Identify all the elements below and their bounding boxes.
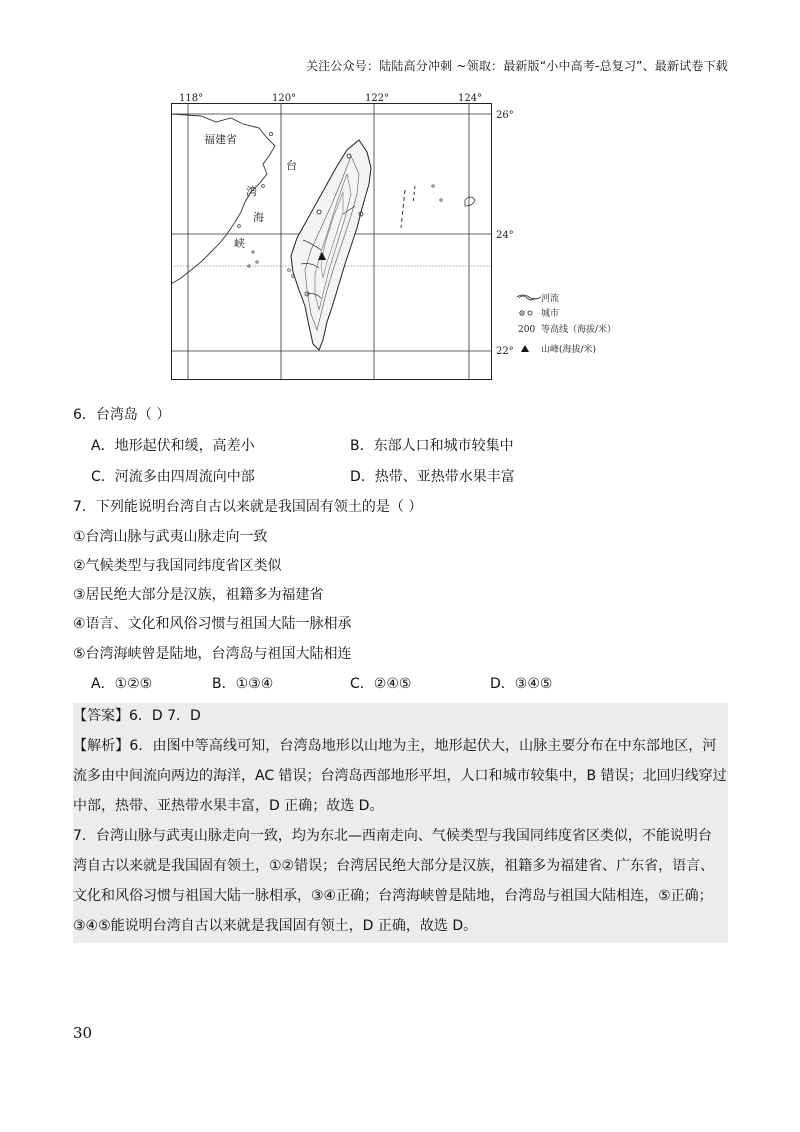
legend-svg — [517, 289, 637, 359]
analysis-line-7: ③④⑤能说明台湾自古以来就是我国固有领土，D 正确，故选 D。 — [73, 918, 478, 934]
page-header: 关注公众号：陆陆高分冲刺 ~领取：最新版“小中高考-总复习”、最新试卷下载 — [305, 59, 728, 73]
legend-contour: 等高线（海拔/米） — [541, 325, 617, 335]
lon-label-118: 118° — [179, 93, 204, 104]
island — [269, 132, 272, 135]
map-legend — [517, 289, 637, 359]
island — [256, 261, 258, 263]
legend-city: 城市 — [541, 309, 560, 319]
island — [432, 185, 434, 187]
q7-option-b: B．①③④ — [212, 676, 274, 692]
lat-label-26: 26° — [496, 110, 514, 121]
analysis-line-1: 【解析】6．由图中等高线可知，台湾岛地形以山地为主，地形起伏大，山脉主要分布在中东部地区，河 — [73, 738, 717, 754]
label-fujian: 福建省 — [204, 133, 237, 146]
q7-item-3: ③居民绝大部分是汉族，祖籍多为福建省 — [73, 587, 324, 603]
island — [440, 199, 442, 201]
analysis-line-4: 7．台湾山脉与武夷山脉走向一致，均为东北—西南走向、气候类型与我国同纬度省区类似，不能说明台 — [73, 828, 712, 844]
label-strait-2: 湾 — [246, 185, 257, 198]
map-svg — [171, 93, 514, 382]
islets-line — [413, 186, 415, 204]
lon-label-120: 120° — [272, 93, 297, 104]
legend-city-icon-small — [528, 311, 532, 315]
analysis-line-5: 湾自古以来就是我国固有领土，①②错误；台湾居民绝大部分是汉族，祖籍多为福建省、广东省，语言、 — [73, 858, 715, 874]
island — [252, 251, 254, 253]
legend-peak-icon — [521, 345, 529, 352]
q7-item-1: ①台湾山脉与武夷山脉走向一致 — [73, 529, 268, 545]
legend-river-icon — [519, 296, 535, 300]
legend-city-dot — [521, 312, 523, 314]
lon-label-122: 122° — [365, 93, 390, 104]
lat-label-24: 24° — [496, 230, 514, 241]
label-strait-3: 海 — [253, 211, 264, 224]
analysis-line-2: 流多由中间流向两边的海洋，AC 错误；台湾岛西部地形平坦，人口和城市较集中，B 错误；北回归线穿过 — [73, 768, 727, 784]
diaoyu-island — [465, 197, 475, 206]
q6-option-c: C．河流多由四周流向中部 — [91, 469, 255, 485]
q7-option-a: A．①②⑤ — [91, 676, 153, 692]
q7-item-2: ②气候类型与我国同纬度省区类似 — [73, 558, 282, 574]
lon-label-124: 124° — [458, 93, 483, 104]
legend-river: 河流 — [541, 294, 560, 304]
penghu-island — [288, 269, 291, 272]
answer-line: 【答案】6．D 7．D — [73, 708, 201, 724]
analysis-line-3: 中部，热带、亚热带水果丰富，D 正确；故选 D。 — [73, 798, 384, 814]
q7-item-5: ⑤台湾海峡曾是陆地，台湾岛与祖国大陆相连 — [73, 646, 352, 662]
taiwan-map — [171, 93, 514, 382]
lat-label-22: 22° — [496, 346, 514, 357]
taiwan-island — [291, 140, 371, 350]
legend-peak: 山峰(海拔/米) — [541, 345, 597, 355]
islets-line — [401, 190, 405, 228]
page-number: 30 — [73, 1024, 93, 1042]
q6-option-a: A．地形起伏和缓，高差小 — [91, 438, 255, 454]
island — [238, 225, 241, 228]
label-strait-1: 台 — [286, 159, 297, 172]
q7-stem: 7．下列能说明台湾自古以来就是我国固有领土的是（ ） — [73, 499, 423, 515]
q6-stem: 6．台湾岛（ ） — [73, 407, 171, 423]
label-strait-4: 峡 — [234, 237, 245, 250]
analysis-line-6: 文化和风俗习惯与祖国大陆一脉相承，③④正确；台湾海峡曾是陆地，台湾岛与祖国大陆相连，⑤正确； — [73, 888, 713, 904]
legend-contour-num: 200 — [518, 325, 536, 335]
q6-option-d: D．热带、亚热带水果丰富 — [350, 469, 515, 485]
q7-item-4: ④语言、文化和风俗习惯与祖国大陆一脉相承 — [73, 616, 352, 632]
island — [262, 185, 265, 188]
q7-option-c: C．②④⑤ — [350, 676, 412, 692]
answer-analysis-block — [73, 703, 728, 943]
q6-option-b: B．东部人口和城市较集中 — [350, 438, 514, 454]
q7-option-d: D．③④⑤ — [490, 676, 553, 692]
